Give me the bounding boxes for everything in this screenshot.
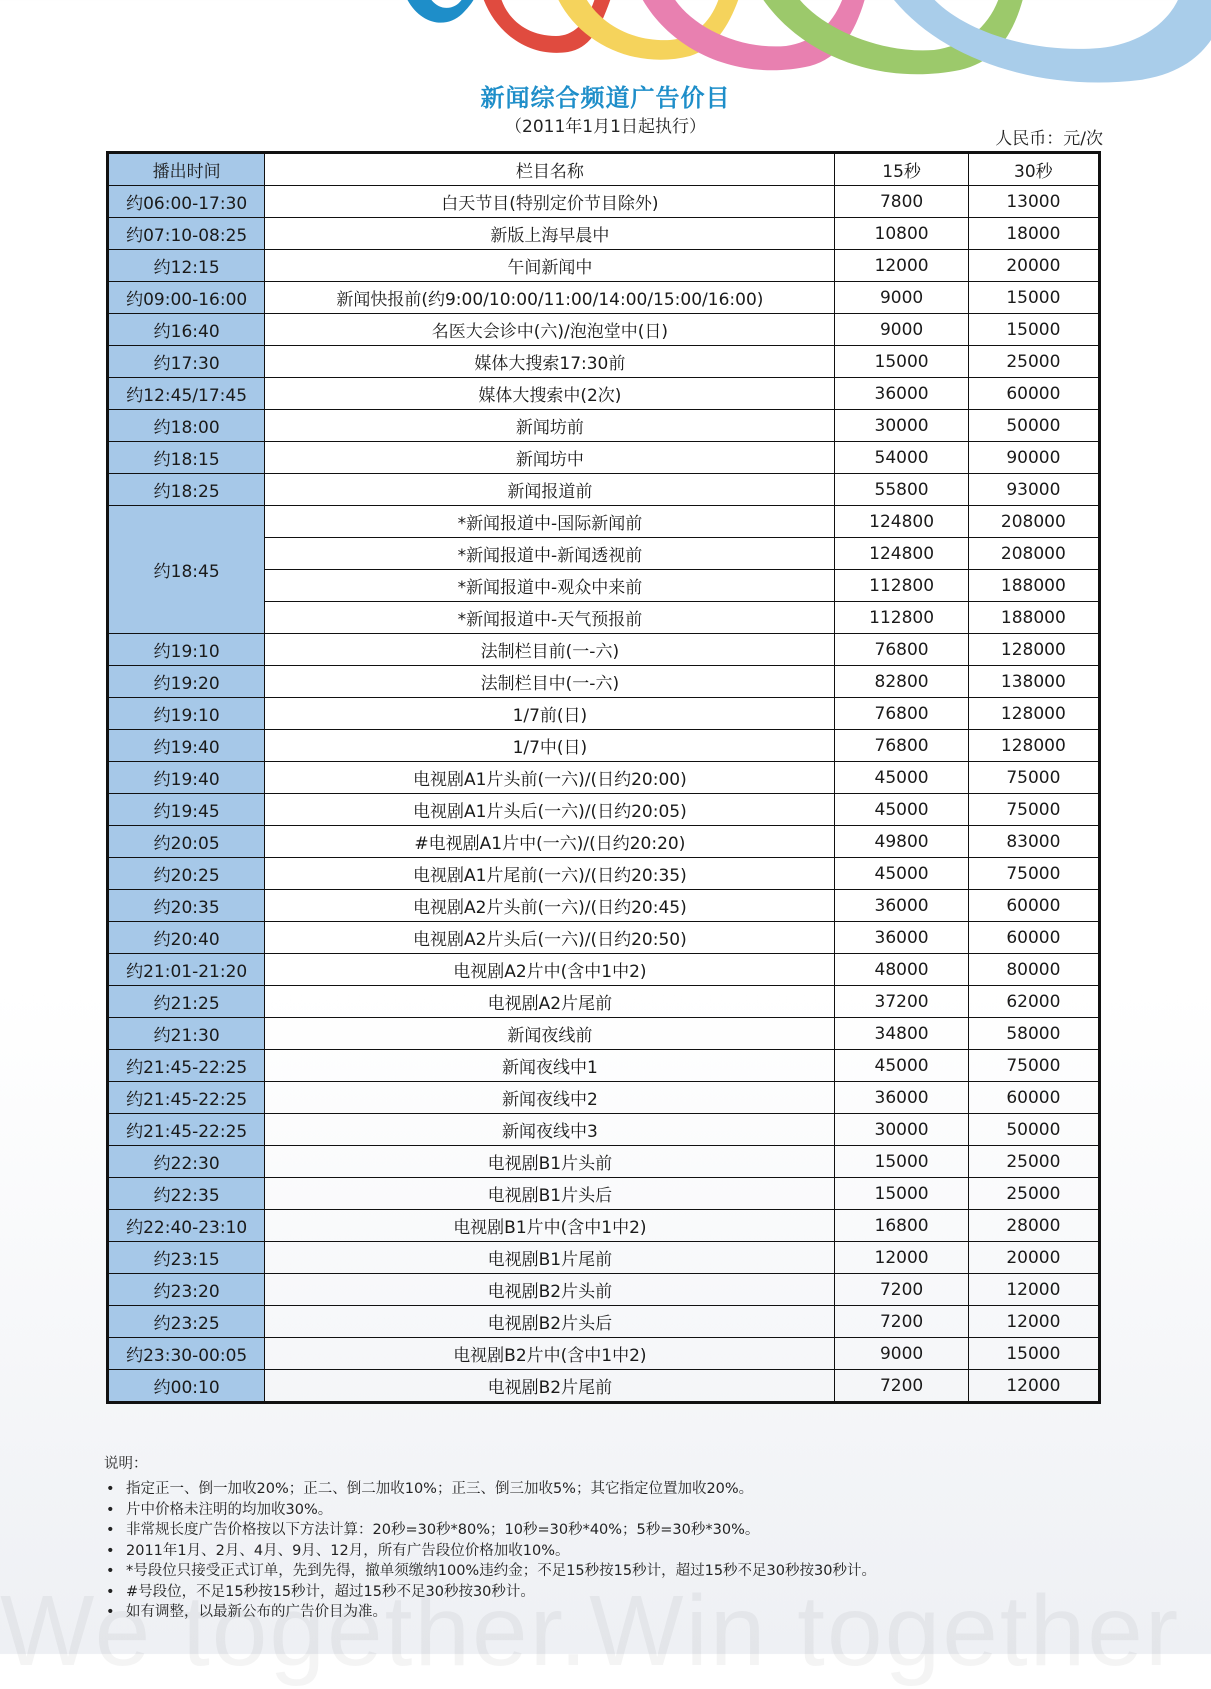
price-30s-cell: 128000 bbox=[968, 634, 1099, 666]
time-cell: 约19:40 bbox=[108, 762, 265, 794]
price-15s-cell: 124800 bbox=[835, 506, 968, 538]
column-header-program: 栏目名称 bbox=[265, 153, 835, 186]
time-cell: 约00:10 bbox=[108, 1370, 265, 1403]
price-30s-cell: 12000 bbox=[968, 1274, 1099, 1306]
price-15s-cell: 124800 bbox=[835, 538, 968, 570]
price-15s-cell: 9000 bbox=[835, 1338, 968, 1370]
table-row bbox=[108, 506, 1100, 538]
price-15s-cell: 7800 bbox=[835, 186, 968, 218]
table-row bbox=[108, 666, 1100, 698]
time-cell: 约20:40 bbox=[108, 922, 265, 954]
time-cell: 约21:45-22:25 bbox=[108, 1114, 265, 1146]
table-row bbox=[108, 1146, 1100, 1178]
price-table bbox=[106, 151, 1101, 1404]
price-30s-cell: 50000 bbox=[968, 410, 1099, 442]
time-cell: 约22:35 bbox=[108, 1178, 265, 1210]
time-cell: 约21:30 bbox=[108, 1018, 265, 1050]
table-row bbox=[108, 890, 1100, 922]
time-cell: 约23:15 bbox=[108, 1242, 265, 1274]
program-cell: 新闻夜线中3 bbox=[265, 1114, 835, 1146]
price-15s-cell: 45000 bbox=[835, 1050, 968, 1082]
table-row bbox=[108, 954, 1100, 986]
time-cell: 约18:00 bbox=[108, 410, 265, 442]
price-30s-cell: 18000 bbox=[968, 218, 1099, 250]
time-cell: 约12:45/17:45 bbox=[108, 378, 265, 410]
price-30s-cell: 12000 bbox=[968, 1306, 1099, 1338]
price-15s-cell: 10800 bbox=[835, 218, 968, 250]
price-30s-cell: 15000 bbox=[968, 282, 1099, 314]
price-15s-cell: 112800 bbox=[835, 570, 968, 602]
time-cell: 约22:30 bbox=[108, 1146, 265, 1178]
price-15s-cell: 45000 bbox=[835, 794, 968, 826]
column-header-30s: 30秒 bbox=[968, 153, 1099, 186]
price-15s-cell: 16800 bbox=[835, 1210, 968, 1242]
time-cell: 约20:35 bbox=[108, 890, 265, 922]
table-row bbox=[108, 410, 1100, 442]
price-30s-cell: 50000 bbox=[968, 1114, 1099, 1146]
price-30s-cell: 60000 bbox=[968, 1082, 1099, 1114]
price-15s-cell: 76800 bbox=[835, 634, 968, 666]
time-cell: 约19:40 bbox=[108, 730, 265, 762]
time-cell: 约18:15 bbox=[108, 442, 265, 474]
price-30s-cell: 28000 bbox=[968, 1210, 1099, 1242]
price-30s-cell: 83000 bbox=[968, 826, 1099, 858]
table-row bbox=[108, 1050, 1100, 1082]
price-15s-cell: 48000 bbox=[835, 954, 968, 986]
program-cell: 新版上海早晨中 bbox=[265, 218, 835, 250]
time-cell: 约18:25 bbox=[108, 474, 265, 506]
price-15s-cell: 54000 bbox=[835, 442, 968, 474]
program-cell: 电视剧A1片头前(一六)/(日约20:00) bbox=[265, 762, 835, 794]
price-30s-cell: 20000 bbox=[968, 250, 1099, 282]
price-30s-cell: 20000 bbox=[968, 1242, 1099, 1274]
price-30s-cell: 62000 bbox=[968, 986, 1099, 1018]
table-row bbox=[108, 794, 1100, 826]
price-15s-cell: 76800 bbox=[835, 698, 968, 730]
price-30s-cell: 138000 bbox=[968, 666, 1099, 698]
note-item: • *号段位只接受正式订单，先到先得，撤单须缴纳100%违约金；不足15秒按15秒计，超过15秒不足30秒按30秒计。 bbox=[104, 1561, 876, 1582]
ribbon-decoration bbox=[0, 0, 1211, 90]
time-cell: 约16:40 bbox=[108, 314, 265, 346]
note-item: • 如有调整，以最新公布的广告价目为准。 bbox=[104, 1602, 876, 1623]
time-cell: 约19:20 bbox=[108, 666, 265, 698]
time-cell: 约07:10-08:25 bbox=[108, 218, 265, 250]
price-30s-cell: 25000 bbox=[968, 1178, 1099, 1210]
price-15s-cell: 36000 bbox=[835, 890, 968, 922]
program-cell: 新闻夜线中2 bbox=[265, 1082, 835, 1114]
table-row bbox=[108, 314, 1100, 346]
table-row bbox=[108, 698, 1100, 730]
program-cell: 电视剧B2片头前 bbox=[265, 1274, 835, 1306]
time-cell: 约21:45-22:25 bbox=[108, 1082, 265, 1114]
time-cell: 约19:45 bbox=[108, 794, 265, 826]
table-row bbox=[108, 1178, 1100, 1210]
table-row bbox=[108, 218, 1100, 250]
program-cell: 媒体大搜索中(2次) bbox=[265, 378, 835, 410]
price-15s-cell: 112800 bbox=[835, 602, 968, 634]
program-cell: 电视剧A2片中(含中1中2) bbox=[265, 954, 835, 986]
time-cell: 约23:25 bbox=[108, 1306, 265, 1338]
table-row bbox=[108, 730, 1100, 762]
price-30s-cell: 208000 bbox=[968, 538, 1099, 570]
table-row bbox=[108, 986, 1100, 1018]
time-cell: 约23:20 bbox=[108, 1274, 265, 1306]
table-row bbox=[108, 1338, 1100, 1370]
price-15s-cell: 55800 bbox=[835, 474, 968, 506]
table-row bbox=[108, 1210, 1100, 1242]
program-cell: *新闻报道中-新闻透视前 bbox=[265, 538, 835, 570]
note-item: • 非常规长度广告价格按以下方法计算：20秒=30秒*80%；10秒=30秒*40%；5秒=30秒*30%。 bbox=[104, 1520, 876, 1541]
price-15s-cell: 12000 bbox=[835, 250, 968, 282]
price-15s-cell: 49800 bbox=[835, 826, 968, 858]
program-cell: 电视剧A2片尾前 bbox=[265, 986, 835, 1018]
note-item: • 片中价格未注明的均加收30%。 bbox=[104, 1500, 876, 1521]
price-15s-cell: 82800 bbox=[835, 666, 968, 698]
time-cell: 约20:25 bbox=[108, 858, 265, 890]
price-30s-cell: 60000 bbox=[968, 378, 1099, 410]
time-cell: 约20:05 bbox=[108, 826, 265, 858]
price-15s-cell: 30000 bbox=[835, 1114, 968, 1146]
program-cell: 电视剧A2片头后(一六)/(日约20:50) bbox=[265, 922, 835, 954]
table-row bbox=[108, 442, 1100, 474]
table-row bbox=[108, 1306, 1100, 1338]
program-cell: *新闻报道中-国际新闻前 bbox=[265, 506, 835, 538]
program-cell: 电视剧B2片头后 bbox=[265, 1306, 835, 1338]
price-15s-cell: 45000 bbox=[835, 762, 968, 794]
notes-title: 说明： bbox=[104, 1456, 148, 1472]
table-row bbox=[108, 378, 1100, 410]
table-row bbox=[108, 858, 1100, 890]
price-15s-cell: 30000 bbox=[835, 410, 968, 442]
price-30s-cell: 75000 bbox=[968, 762, 1099, 794]
time-cell: 约18:45 bbox=[108, 506, 265, 634]
time-cell: 约23:30-00:05 bbox=[108, 1338, 265, 1370]
program-cell: 1/7中(日) bbox=[265, 730, 835, 762]
price-15s-cell: 15000 bbox=[835, 346, 968, 378]
price-30s-cell: 58000 bbox=[968, 1018, 1099, 1050]
column-header-time: 播出时间 bbox=[108, 153, 265, 186]
program-cell: *新闻报道中-天气预报前 bbox=[265, 602, 835, 634]
price-30s-cell: 60000 bbox=[968, 922, 1099, 954]
note-item: • 2011年1月、2月、4月、9月、12月，所有广告段位价格加收10%。 bbox=[104, 1541, 876, 1562]
table-row bbox=[108, 634, 1100, 666]
price-15s-cell: 15000 bbox=[835, 1146, 968, 1178]
price-30s-cell: 128000 bbox=[968, 698, 1099, 730]
program-cell: 法制栏目中(一-六) bbox=[265, 666, 835, 698]
program-cell: 名医大会诊中(六)/泡泡堂中(日) bbox=[265, 314, 835, 346]
price-30s-cell: 25000 bbox=[968, 346, 1099, 378]
program-cell: 法制栏目前(一-六) bbox=[265, 634, 835, 666]
price-15s-cell: 45000 bbox=[835, 858, 968, 890]
price-30s-cell: 188000 bbox=[968, 602, 1099, 634]
price-30s-cell: 15000 bbox=[968, 1338, 1099, 1370]
program-cell: *新闻报道中-观众中来前 bbox=[265, 570, 835, 602]
price-15s-cell: 76800 bbox=[835, 730, 968, 762]
table-row bbox=[108, 346, 1100, 378]
table-row bbox=[108, 826, 1100, 858]
price-15s-cell: 34800 bbox=[835, 1018, 968, 1050]
note-item: • #号段位，不足15秒按15秒计，超过15秒不足30秒按30秒计。 bbox=[104, 1582, 876, 1603]
price-15s-cell: 9000 bbox=[835, 282, 968, 314]
column-header-15s: 15秒 bbox=[835, 153, 968, 186]
time-cell: 约19:10 bbox=[108, 698, 265, 730]
price-30s-cell: 93000 bbox=[968, 474, 1099, 506]
program-cell: 白天节目(特别定价节目除外) bbox=[265, 186, 835, 218]
table-row bbox=[108, 282, 1100, 314]
program-cell: 电视剧A1片头后(一六)/(日约20:05) bbox=[265, 794, 835, 826]
program-cell: 新闻夜线中1 bbox=[265, 1050, 835, 1082]
program-cell: 电视剧B1片头前 bbox=[265, 1146, 835, 1178]
page-title: 新闻综合频道广告价目 bbox=[480, 84, 731, 112]
price-30s-cell: 25000 bbox=[968, 1146, 1099, 1178]
price-15s-cell: 36000 bbox=[835, 1082, 968, 1114]
program-cell: 媒体大搜索17:30前 bbox=[265, 346, 835, 378]
price-30s-cell: 208000 bbox=[968, 506, 1099, 538]
program-cell: 电视剧B2片中(含中1中2) bbox=[265, 1338, 835, 1370]
program-cell: 电视剧B1片尾前 bbox=[265, 1242, 835, 1274]
table-row bbox=[108, 1242, 1100, 1274]
program-cell: 电视剧A2片头前(一六)/(日约20:45) bbox=[265, 890, 835, 922]
price-30s-cell: 12000 bbox=[968, 1370, 1099, 1403]
program-cell: 新闻夜线前 bbox=[265, 1018, 835, 1050]
price-30s-cell: 128000 bbox=[968, 730, 1099, 762]
table-row bbox=[108, 1370, 1100, 1403]
price-15s-cell: 7200 bbox=[835, 1274, 968, 1306]
slogan-watermark bbox=[0, 1574, 1211, 1689]
price-30s-cell: 75000 bbox=[968, 794, 1099, 826]
price-15s-cell: 36000 bbox=[835, 378, 968, 410]
price-30s-cell: 188000 bbox=[968, 570, 1099, 602]
price-15s-cell: 36000 bbox=[835, 922, 968, 954]
time-cell: 约21:25 bbox=[108, 986, 265, 1018]
time-cell: 约19:10 bbox=[108, 634, 265, 666]
table-row bbox=[108, 1018, 1100, 1050]
program-cell: 电视剧B2片尾前 bbox=[265, 1370, 835, 1403]
price-30s-cell: 75000 bbox=[968, 858, 1099, 890]
table-header-row bbox=[108, 153, 1100, 186]
table-row bbox=[108, 1082, 1100, 1114]
program-cell: 新闻快报前(约9:00/10:00/11:00/14:00/15:00/16:00) bbox=[265, 282, 835, 314]
price-30s-cell: 90000 bbox=[968, 442, 1099, 474]
price-30s-cell: 13000 bbox=[968, 186, 1099, 218]
price-15s-cell: 12000 bbox=[835, 1242, 968, 1274]
time-cell: 约09:00-16:00 bbox=[108, 282, 265, 314]
table-row bbox=[108, 250, 1100, 282]
time-cell: 约21:01-21:20 bbox=[108, 954, 265, 986]
time-cell: 约21:45-22:25 bbox=[108, 1050, 265, 1082]
effective-date: （2011年1月1日起执行） bbox=[505, 117, 706, 137]
time-cell: 约22:40-23:10 bbox=[108, 1210, 265, 1242]
price-30s-cell: 75000 bbox=[968, 1050, 1099, 1082]
program-cell: #电视剧A1片中(一六)/(日约20:20) bbox=[265, 826, 835, 858]
table-row bbox=[108, 186, 1100, 218]
program-cell: 电视剧B1片中(含中1中2) bbox=[265, 1210, 835, 1242]
program-cell: 新闻报道前 bbox=[265, 474, 835, 506]
program-cell: 1/7前(日) bbox=[265, 698, 835, 730]
program-cell: 午间新闻中 bbox=[265, 250, 835, 282]
note-item: • 指定正一、倒一加收20%；正二、倒二加收10%；正三、倒三加收5%；其它指定位置加收20%。 bbox=[104, 1479, 876, 1500]
table-row bbox=[108, 1114, 1100, 1146]
program-cell: 新闻坊中 bbox=[265, 442, 835, 474]
price-15s-cell: 9000 bbox=[835, 314, 968, 346]
currency-unit: 人民币：元/次 bbox=[995, 129, 1103, 149]
table-body bbox=[108, 186, 1100, 1403]
time-cell: 约17:30 bbox=[108, 346, 265, 378]
price-30s-cell: 60000 bbox=[968, 890, 1099, 922]
table-row bbox=[108, 762, 1100, 794]
table-row bbox=[108, 922, 1100, 954]
table-row bbox=[108, 1274, 1100, 1306]
price-15s-cell: 15000 bbox=[835, 1178, 968, 1210]
price-15s-cell: 7200 bbox=[835, 1370, 968, 1403]
time-cell: 约06:00-17:30 bbox=[108, 186, 265, 218]
table-row bbox=[108, 474, 1100, 506]
program-cell: 电视剧B1片头后 bbox=[265, 1178, 835, 1210]
program-cell: 电视剧A1片尾前(一六)/(日约20:35) bbox=[265, 858, 835, 890]
price-15s-cell: 7200 bbox=[835, 1306, 968, 1338]
price-15s-cell: 37200 bbox=[835, 986, 968, 1018]
time-cell: 约12:15 bbox=[108, 250, 265, 282]
price-30s-cell: 80000 bbox=[968, 954, 1099, 986]
program-cell: 新闻坊前 bbox=[265, 410, 835, 442]
price-30s-cell: 15000 bbox=[968, 314, 1099, 346]
